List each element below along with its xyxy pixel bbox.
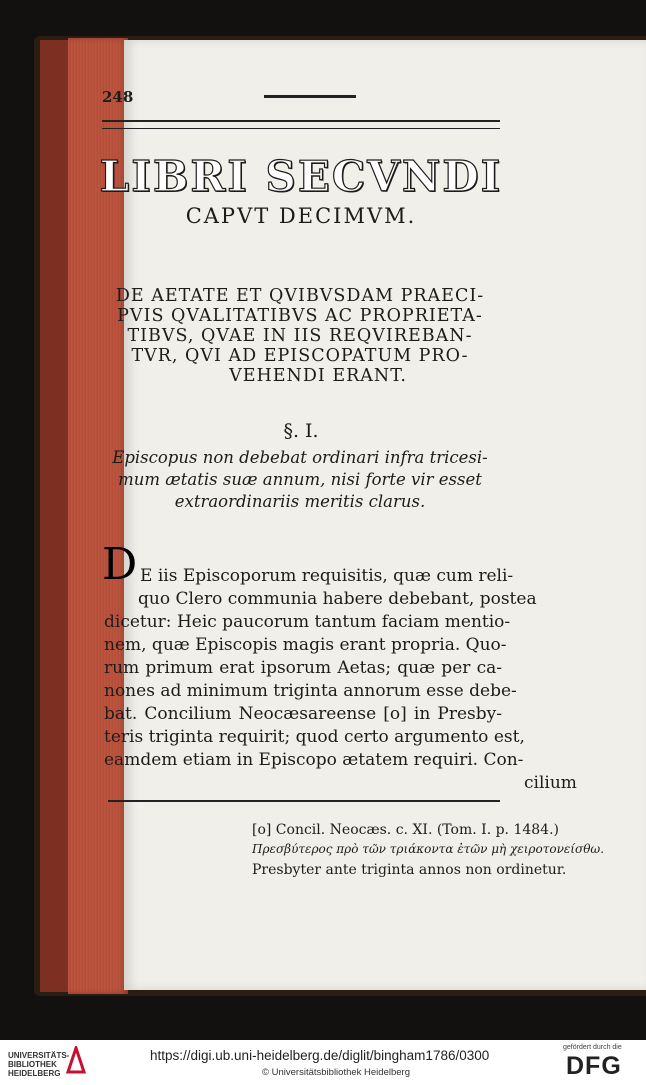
body-line: nem, quæ Episcopis magis erant propria. Quo- xyxy=(104,635,507,655)
body-line: eamdem etiam in Episcopo ætatem requiri. Con- xyxy=(104,750,524,770)
library-name: UNIVERSITÄTS- BIBLIOTHEK HEIDELBERG xyxy=(8,1051,70,1078)
book-heading: LIBRI SECVNDI xyxy=(99,152,503,201)
funding-note: gefördert durch die xyxy=(563,1044,622,1051)
library-logo-icon xyxy=(66,1046,86,1074)
header-rule xyxy=(264,95,356,98)
chapter-title-line: TVR, QVI AD EPISCOPATUM PRO- xyxy=(131,346,469,366)
body-line: teris triginta requirit; quod certo argumento est, xyxy=(104,727,525,747)
double-rule xyxy=(102,120,500,129)
section-number: §. I. xyxy=(283,420,319,442)
footnote-line: [o] Concil. Neocæs. c. XI. (Tom. I. p. 1484.) xyxy=(252,822,559,838)
footnote-line: Presbyter ante triginta annos non ordinetur. xyxy=(252,862,567,878)
dfg-logo: DFG xyxy=(566,1052,622,1080)
chapter-heading: CAPVT DECIMVM. xyxy=(185,204,417,228)
drop-cap: D xyxy=(102,539,138,590)
summary-line: Episcopus non debebat ordinari infra tricesi- xyxy=(112,448,488,467)
catchword: cilium xyxy=(524,773,577,793)
chapter-title-line: TIBVS, QVAE IN IIS REQVIREBAN- xyxy=(127,326,473,346)
body-line: nones ad minimum triginta annorum esse debe- xyxy=(104,681,517,701)
body-line: E iis Episcoporum requisitis, quæ cum reli- xyxy=(140,566,514,586)
copyright-notice: © Universitätsbibliothek Heidelberg xyxy=(262,1067,410,1078)
body-line: quo Clero communia habere debebant, postea xyxy=(138,589,537,609)
summary-line: extraordinariis meritis clarus. xyxy=(174,492,426,511)
chapter-title-line: PVIS QVALITATIBVS AC PROPRIETA- xyxy=(117,306,483,326)
body-line: dicetur: Heic paucorum tantum faciam mentio- xyxy=(104,612,511,632)
footnote-rule xyxy=(108,800,500,802)
chapter-title-line: VEHENDI ERANT. xyxy=(229,366,407,386)
footnote-line: Πρεσβύτερος πρὸ τῶν τριάκοντα ἐτῶν μὴ χειροτονείσθω. xyxy=(252,842,605,856)
page-number: 248 xyxy=(102,88,134,106)
summary-line: mum ætatis suæ annum, nisi forte vir esset xyxy=(118,470,482,489)
chapter-title-line: DE AETATE ET QVIBVSDAM PRAECI- xyxy=(115,286,485,306)
page-url-link[interactable]: https://digi.ub.uni-heidelberg.de/diglit/bingham1786/0300 xyxy=(150,1048,490,1063)
book-spine-edge xyxy=(40,40,70,992)
body-line: rum primum erat ipsorum Aetas; quæ per ca- xyxy=(104,658,502,678)
body-line: bat. Concilium Neocæsareense [o] in Presby- xyxy=(104,704,502,724)
